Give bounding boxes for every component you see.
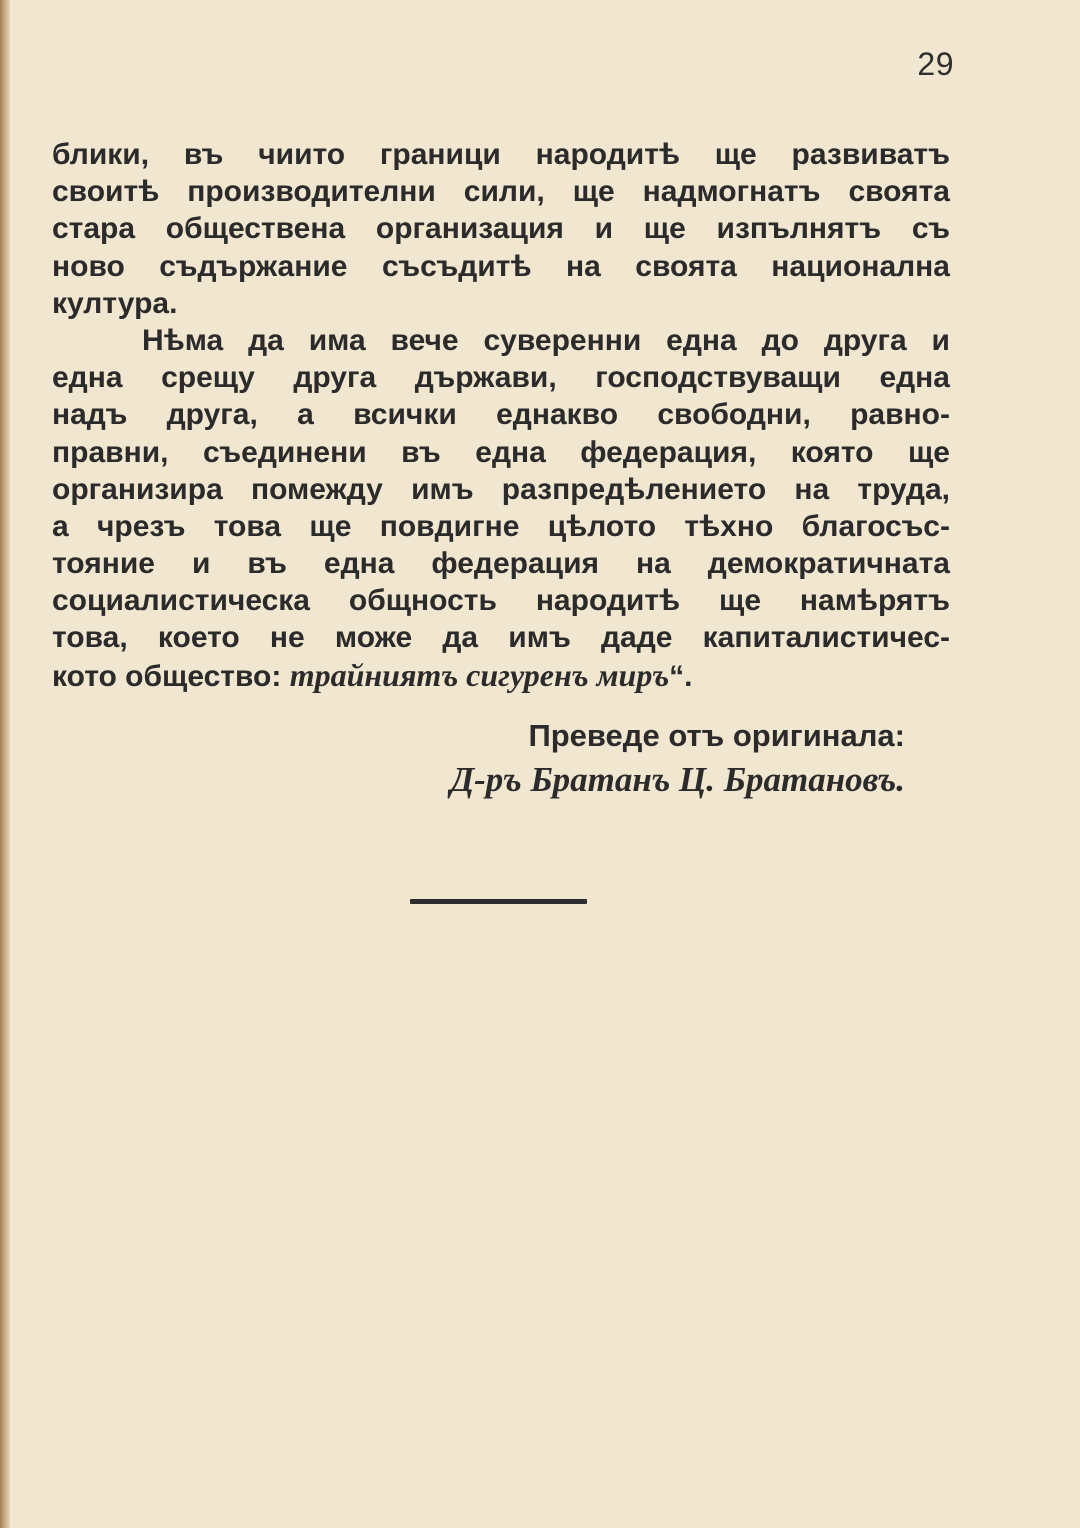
final-line-prefix: кото общество: [52,659,290,693]
text-line: организира помежду имъ разпредѣлението на труда, [52,472,950,506]
text-line: култура. [52,286,178,320]
text-line: една срещу друга държави, господствуващи една [52,361,950,395]
text-line: а чрезъ това ще повдигне цѣлото тѣхно благосъс- [52,509,950,543]
text-line: тояние и въ една федерация на демократичната [52,547,950,581]
text-line: надъ друга, а всички еднакво свободни, равно- [52,398,950,432]
text-line: правни, съединени въ една федерация, която ще [52,435,950,469]
text-line: ново съдържание съсъдитѣ на своята национална [52,249,950,283]
text-line: стара обществена организация и ще изпълнятъ съ [52,212,950,246]
section-divider [410,899,587,904]
text-line: своитѣ производителни сили, ще надмогнатъ своята [52,175,950,209]
page-binding-edge [0,0,10,1528]
closing-quote: “. [669,659,693,693]
text-line: блики, въ чиито граници народитѣ ще развиватъ [52,138,950,171]
italic-phrase: трайниятъ сигуренъ миръ [289,656,670,693]
translator-name: Д-ръ Братанъ Ц. Братановъ. [450,760,905,799]
translator-label: Преведе отъ оригинала: [528,718,905,753]
page-number: 29 [917,46,954,82]
body-text [52,136,950,694]
final-text-line [52,657,950,694]
text-line: социалистическа общность народитѣ ще намѣрятъ [52,584,950,618]
paragraph-start-line: Нѣма да има вече суверенни една до друга и [142,323,950,357]
text-line: това, което не може да имъ даде капиталистичес- [52,621,950,655]
